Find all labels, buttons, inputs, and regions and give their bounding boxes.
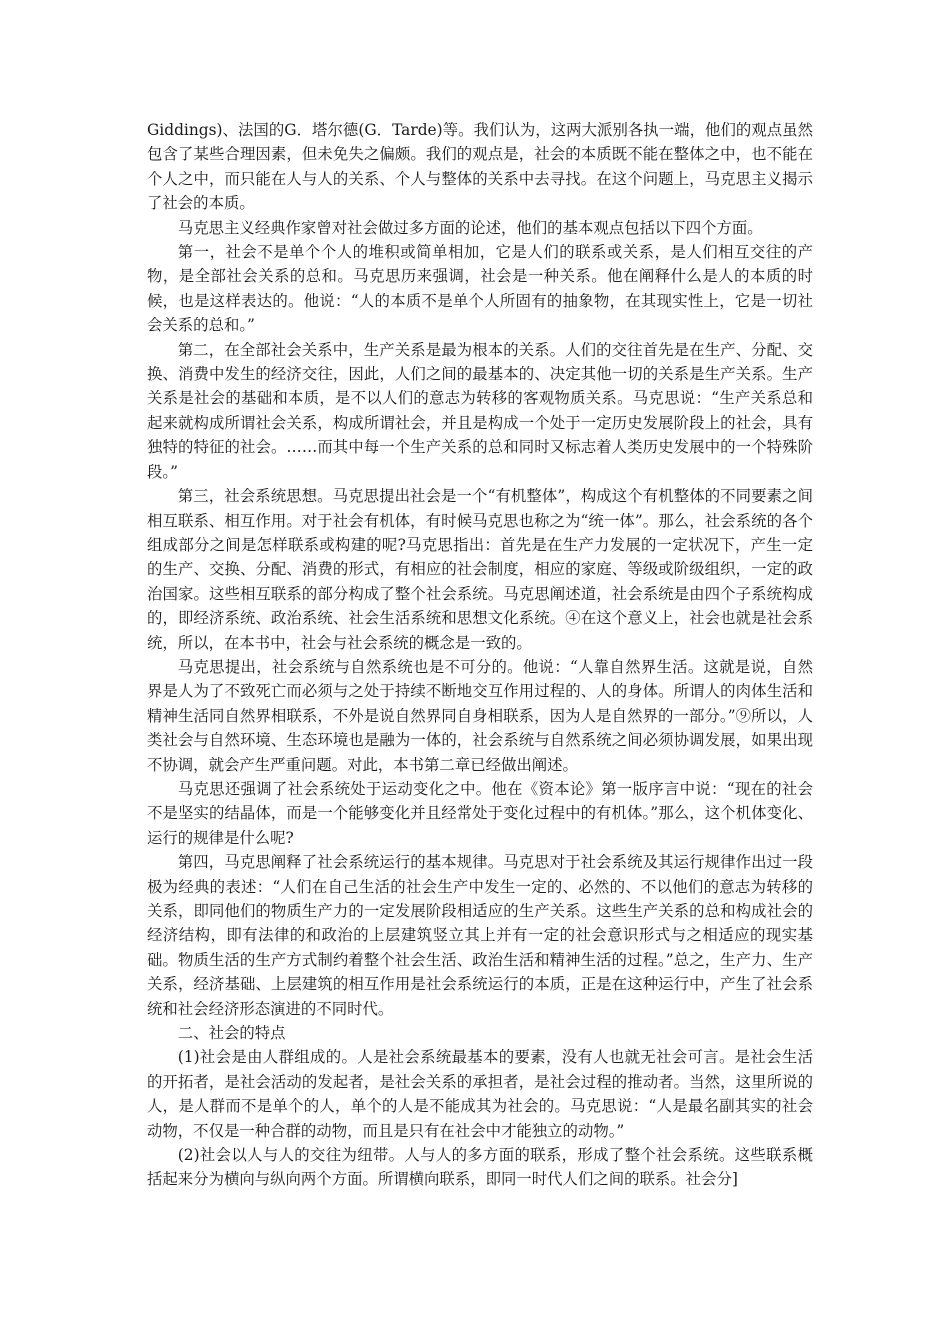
paragraph-8: 第四，马克思阐释了社会系统运行的基本规律。马克思对于社会系统及其运行规律作出过一段极为经典的表述：“人们在自己生活的社会生产中发生一定的、必然的、不以他们的意志为转移的关系，即同他们的物质生产力的一定发展阶段相适应的生产关系。这些生产关系的总和构成社会的经济结构，即有法律的和政治的上层建筑竖立其上并有一定的社会意识形式与之相适应的现实基础。物质生活的生产方式制约着整个社会生活、政治生活和精神生活的过程。”总之，生产力、生产关系，经济基础、上层建筑的相互作用是社会系统运行的本质，正是在这种运行中，产生了社会系统和社会经济形态演进的不同时代。 — [147, 853, 813, 1018]
paragraph-1: Giddings)、法国的G．塔尔德(G．Tarde)等。我们认为，这两大派别各执一端，他们的观点虽然包含了某些合理因素，但未免失之偏颇。我们的观点是，社会的本质既不能在整体之中，也不能在个人之中，而只能在人与人的关系、个人与整体的关系中去寻找。在这个问题上，马克思主义揭示了社会的本质。 — [147, 121, 813, 213]
section-heading: 二、社会的特点 — [177, 1024, 286, 1043]
paragraph-2: 马克思主义经典作家曾对社会做过多方面的论述，他们的基本观点包括以下四个方面。 — [177, 218, 763, 237]
paragraph-4: 第二，在全部社会关系中，生产关系是最为根本的关系。人们的交往首先是在生产、分配、交换、消费中发生的经济交往，因此，人们之间的最基本的、决定其他一切的关系是生产关系。生产关系是社会的基础和本质，是不以人们的意志为转移的客观物质关系。马克思说：“生产关系总和起来就构成所谓社会关系，构成所谓社会，并且是构成一个处于一定历史发展阶段上的社会，具有独特的特征的社会。……而其中每一个生产关系的总和同时又标志着人类历史发展中的一个特殊阶段。” — [147, 340, 813, 481]
paragraph-11: (2)社会以人与人的交往为纽带。人与人的多方面的联系，形成了整个社会系统。这些联系概括起来分为横向与纵向两个方面。所谓横向联系，即同一时代人们之间的联系。社会分] — [147, 1146, 813, 1189]
body-text — [147, 118, 813, 1192]
paragraph-5: 第三，社会系统思想。马克思提出社会是一个“有机整体”，构成这个有机整体的不同要素之间相互联系、相互作用。对于社会有机体，有时候马克思也称之为“统一体”。那么，社会系统的各个组成部分之间是怎样联系或构建的呢?马克思指出：首先是在生产力发展的一定状况下，产生一定的生产、交换、分配、消费的形式，有相应的社会制度，相应的家庭、等级或阶级组织，一定的政治国家。这些相互联系的部分构成了整个社会系统。马克思阐述道，社会系统是由四个子系统构成的，即经济系统、政治系统、社会生活系统和思想文化系统。④在这个意义上，社会也就是社会系统，所以，在本书中，社会与社会系统的概念是一致的。 — [147, 487, 813, 652]
paragraph-10: (1)社会是由人群组成的。人是社会系统最基本的要素，没有人也就无社会可言。是社会生活的开拓者，是社会活动的发起者，是社会关系的承担者，是社会过程的推动者。当然，这里所说的人，是人群而不是单个的人，单个的人是不能成其为社会的。马克思说：“人是最名副其实的社会动物，不仅是一种合群的动物，而且是只有在社会中才能独立的动物。” — [147, 1048, 813, 1140]
paragraph-6: 马克思提出，社会系统与自然系统也是不可分的。他说：“人靠自然界生活。这就是说，自然界是人为了不致死亡而必须与之处于持续不断地交互作用过程的、人的身体。所谓人的肉体生活和精神生活同自然界相联系，不外是说自然界同自身相联系，因为人是自然界的一部分。”⑨所以，人类社会与自然环境、生态环境也是融为一体的，社会系统与自然系统之间必须协调发展，如果出现不协调，就会产生严重问题。对此，本书第二章已经做出阐述。 — [147, 657, 813, 774]
paragraph-3: 第一，社会不是单个个人的堆积或简单相加，它是人们的联系或关系，是人们相互交往的产物，是全部社会关系的总和。马克思历来强调，社会是一种关系。他在阐释什么是人的本质的时候，也是这样表达的。他说：“人的本质不是单个人所固有的抽象物，在其现实性上，它是一切社会关系的总和。” — [147, 243, 813, 335]
paragraph-7: 马克思还强调了社会系统处于运动变化之中。他在《资本论》第一版序言中说：“现在的社会不是坚实的结晶体，而是一个能够变化并且经常处于变化过程中的有机体。”那么，这个机体变化、运行的规律是什么呢? — [147, 779, 813, 847]
